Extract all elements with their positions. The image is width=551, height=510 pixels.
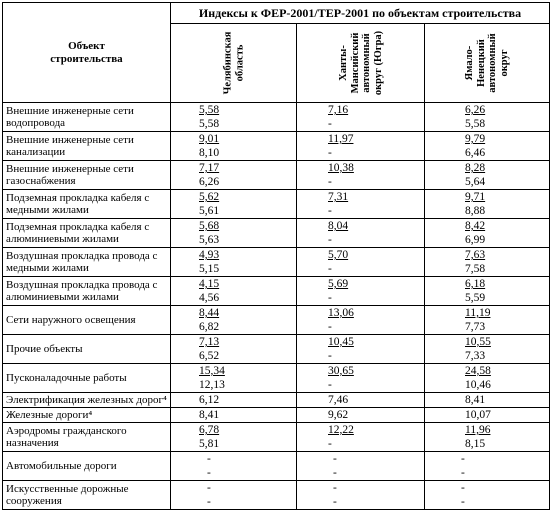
ter-index-value: 5,59: [465, 292, 486, 304]
object-name-line: Воздушная прокладка провода с: [6, 278, 158, 291]
fer-index-value: 10,07: [465, 409, 491, 421]
object-name-cell: [3, 408, 171, 423]
fer-index-value: 6,78: [199, 424, 220, 436]
index-cell: [297, 306, 425, 335]
index-cell: [171, 132, 297, 161]
index-cell: [171, 335, 297, 364]
ter-index-value: -: [328, 147, 332, 159]
ter-index-value: -: [328, 438, 332, 450]
index-cell: [297, 219, 425, 248]
fer-index-value: 4,93: [199, 249, 220, 261]
fer-index-value: 11,96: [465, 424, 491, 436]
fer-index-value: 5,69: [328, 278, 349, 290]
ter-index-value: -: [328, 292, 332, 304]
fer-index-value: 8,28: [465, 162, 486, 174]
fer-index-value: 8,41: [199, 409, 220, 421]
table-row: [3, 190, 550, 219]
object-name-line: Железные дороги⁴: [6, 408, 93, 421]
fer-index-value: 8,41: [465, 394, 486, 406]
object-name-cell: [3, 277, 171, 306]
fer-index-value: -: [207, 482, 211, 494]
object-name-cell: [3, 161, 171, 190]
object-name-cell: [3, 190, 171, 219]
region-header-line: область: [233, 44, 245, 82]
fer-index-value: 30,65: [328, 365, 354, 377]
index-cell: [171, 452, 297, 481]
ter-index-value: -: [461, 496, 465, 508]
ter-index-value: 4,56: [199, 292, 220, 304]
ter-index-value: 6,26: [199, 176, 220, 188]
index-cell: [171, 423, 297, 452]
index-cell: [171, 481, 297, 510]
fer-index-value: 15,34: [199, 365, 225, 377]
index-cell: [425, 219, 550, 248]
index-cell: [425, 161, 550, 190]
fer-index-value: -: [333, 453, 337, 465]
ter-index-value: -: [333, 496, 337, 508]
fer-index-value: -: [461, 453, 465, 465]
index-cell: [425, 423, 550, 452]
index-cell: [425, 481, 550, 510]
ter-index-value: 5,64: [465, 176, 486, 188]
index-cell: [425, 132, 550, 161]
index-cell: [171, 306, 297, 335]
object-name-line: газоснабжения: [6, 175, 76, 187]
index-cell: [425, 452, 550, 481]
ter-index-value: -: [207, 467, 211, 479]
object-name-line: Прочие объекты: [6, 342, 83, 355]
fer-index-value: 7,31: [328, 191, 349, 203]
fer-index-value: 11,19: [465, 307, 491, 319]
object-name-line: Подземная прокладка кабеля с: [6, 220, 150, 233]
index-cell: [297, 335, 425, 364]
object-header-line1: Объект: [68, 39, 105, 52]
ter-index-value: 6,46: [465, 147, 486, 159]
ter-index-value: -: [328, 321, 332, 333]
ter-index-value: 6,82: [199, 321, 220, 333]
ter-index-value: 12,13: [199, 379, 225, 391]
index-cell: [297, 423, 425, 452]
object-name-cell: [3, 423, 171, 452]
index-cell: [297, 408, 425, 423]
table-row: [3, 219, 550, 248]
index-cell: [297, 161, 425, 190]
index-cell: [171, 103, 297, 132]
index-cell: [425, 408, 550, 423]
fer-index-value: 24,58: [465, 365, 491, 377]
object-name-cell: [3, 393, 171, 408]
index-cell: [297, 277, 425, 306]
ter-index-value: 8,88: [465, 205, 486, 217]
fer-index-value: 11,97: [328, 133, 354, 145]
fer-index-value: 5,70: [328, 249, 349, 261]
object-name-line: канализации: [6, 146, 66, 158]
fer-index-value: 8,42: [465, 220, 486, 232]
object-name-cell: [3, 364, 171, 393]
indices-title: Индексы к ФЕР-2001/ТЕР-2001 по объектам строительства: [171, 3, 550, 24]
table-row: [3, 248, 550, 277]
fer-index-value: 5,62: [199, 191, 220, 203]
ter-index-value: 6,52: [199, 350, 220, 362]
object-name-line: алюминиевыми жилами: [6, 291, 119, 303]
fer-index-value: 6,18: [465, 278, 486, 290]
fer-index-value: 10,55: [465, 336, 491, 348]
ter-index-value: 8,10: [199, 147, 220, 159]
fer-index-value: 10,38: [328, 162, 354, 174]
ter-index-value: 5,58: [199, 118, 220, 130]
object-name-line: Сети наружного освещения: [6, 313, 136, 326]
table-row: [3, 423, 550, 452]
table-row: [3, 306, 550, 335]
region-header-yanao: [425, 24, 550, 103]
table-row: [3, 103, 550, 132]
index-cell: [171, 219, 297, 248]
fer-index-value: 10,45: [328, 336, 354, 348]
index-cell: [425, 277, 550, 306]
fer-index-value: 13,06: [328, 307, 354, 319]
object-name-line: Искусственные дорожные: [6, 482, 129, 495]
fer-index-value: 5,68: [199, 220, 220, 232]
ter-index-value: -: [328, 118, 332, 130]
index-cell: [297, 481, 425, 510]
ter-index-value: -: [328, 176, 332, 188]
region-header-line: автономный: [487, 33, 498, 93]
region-header-line: Челябинская: [222, 31, 233, 95]
fer-index-value: 7,63: [465, 249, 486, 261]
object-name-line: сооружения: [6, 495, 62, 507]
fer-index-value: 7,46: [328, 394, 349, 406]
ter-index-value: 5,58: [465, 118, 486, 130]
object-name-line: водопровода: [6, 117, 66, 129]
ter-index-value: 5,61: [199, 205, 220, 217]
object-name-line: Пусконаладочные работы: [6, 371, 127, 384]
region-header-line: округ: [498, 49, 510, 77]
fer-index-value: 12,22: [328, 424, 354, 436]
object-name-line: Электрификация железных дорог⁴: [6, 393, 167, 406]
object-name-line: Внешние инженерные сети: [6, 162, 134, 175]
index-cell: [297, 364, 425, 393]
object-name-line: Внешние инженерные сети: [6, 133, 134, 146]
fer-index-value: -: [461, 482, 465, 494]
index-cell: [297, 452, 425, 481]
index-cell: [425, 335, 550, 364]
fer-index-value: 9,79: [465, 133, 486, 145]
table-row: [3, 408, 550, 423]
object-name-cell: [3, 132, 171, 161]
index-cell: [425, 364, 550, 393]
object-name-cell: [3, 306, 171, 335]
table-row: [3, 393, 550, 408]
table-row: [3, 277, 550, 306]
ter-index-value: 5,63: [199, 234, 220, 246]
table-row: [3, 132, 550, 161]
fer-index-value: 9,01: [199, 133, 220, 145]
object-name-cell: [3, 103, 171, 132]
index-cell: [297, 103, 425, 132]
object-name-line: Аэродромы гражданского: [6, 424, 127, 437]
index-cell: [171, 364, 297, 393]
index-cell: [297, 190, 425, 219]
ter-index-value: 6,99: [465, 234, 486, 246]
table-body: [3, 103, 550, 510]
index-cell: [425, 103, 550, 132]
fer-index-value: 5,58: [199, 104, 220, 116]
object-name-line: медными жилами: [6, 262, 89, 274]
object-name-line: Воздушная прокладка провода с: [6, 249, 158, 262]
fer-index-value: 8,44: [199, 307, 220, 319]
object-header-line2: строительства: [50, 52, 123, 65]
object-name-cell: [3, 335, 171, 364]
ter-index-value: 7,33: [465, 350, 486, 362]
index-cell: [425, 393, 550, 408]
table-row: [3, 335, 550, 364]
table-row: [3, 452, 550, 481]
region-header-line: округ (Югра): [372, 30, 383, 96]
object-name-line: Автомобильные дороги: [6, 459, 117, 472]
ter-index-value: 7,58: [465, 263, 486, 275]
object-name-line: Подземная прокладка кабеля с: [6, 191, 150, 204]
fer-index-value: 8,04: [328, 220, 349, 232]
fer-index-value: 9,71: [465, 191, 486, 203]
region-header-line: Ненецкий: [475, 39, 487, 87]
region-header-line: Ямало-: [464, 45, 475, 81]
index-cell: [171, 393, 297, 408]
region-header-chelyabinsk: [171, 24, 297, 103]
ter-index-value: 7,73: [465, 321, 486, 333]
index-cell: [171, 248, 297, 277]
index-cell: [171, 161, 297, 190]
index-cell: [171, 277, 297, 306]
table-row: [3, 481, 550, 510]
index-cell: [171, 190, 297, 219]
ter-index-value: -: [333, 467, 337, 479]
fer-index-value: 7,13: [199, 336, 220, 348]
indices-table: [2, 2, 550, 510]
object-name-cell: [3, 219, 171, 248]
ter-index-value: -: [328, 350, 332, 362]
object-name-line: Внешние инженерные сети: [6, 104, 134, 117]
object-name-cell: [3, 248, 171, 277]
index-cell: [171, 408, 297, 423]
object-name-cell: [3, 481, 171, 510]
fer-index-value: 4,15: [199, 278, 220, 290]
object-name-line: медными жилами: [6, 204, 89, 216]
object-name-line: алюминиевыми жилами: [6, 233, 119, 245]
index-cell: [297, 248, 425, 277]
fer-index-value: 6,12: [199, 394, 220, 406]
fer-index-value: -: [207, 453, 211, 465]
ter-index-value: -: [328, 234, 332, 246]
ter-index-value: 10,46: [465, 379, 491, 391]
index-cell: [425, 248, 550, 277]
ter-index-value: -: [328, 205, 332, 217]
ter-index-value: -: [461, 467, 465, 479]
fer-index-value: 9,62: [328, 409, 349, 421]
region-header-line: Мансийский: [349, 32, 360, 94]
ter-index-value: -: [328, 263, 332, 275]
region-header-line: автономный: [360, 33, 372, 93]
index-cell: [297, 132, 425, 161]
index-cell: [425, 190, 550, 219]
ter-index-value: 5,81: [199, 438, 220, 450]
table-row: [3, 161, 550, 190]
object-name-line: назначения: [6, 437, 59, 449]
object-name-cell: [3, 452, 171, 481]
ter-index-value: -: [207, 496, 211, 508]
fer-index-value: -: [333, 482, 337, 494]
index-cell: [425, 306, 550, 335]
fer-index-value: 7,17: [199, 162, 220, 174]
ter-index-value: -: [328, 379, 332, 391]
region-header-khmao: [297, 24, 425, 103]
ter-index-value: 5,15: [199, 263, 220, 275]
table-row: [3, 364, 550, 393]
index-cell: [297, 393, 425, 408]
fer-index-value: 7,16: [328, 104, 349, 116]
region-header-line: Ханты-: [337, 45, 349, 81]
object-column-header: [3, 3, 171, 103]
fer-index-value: 6,26: [465, 104, 486, 116]
ter-index-value: 8,15: [465, 438, 486, 450]
